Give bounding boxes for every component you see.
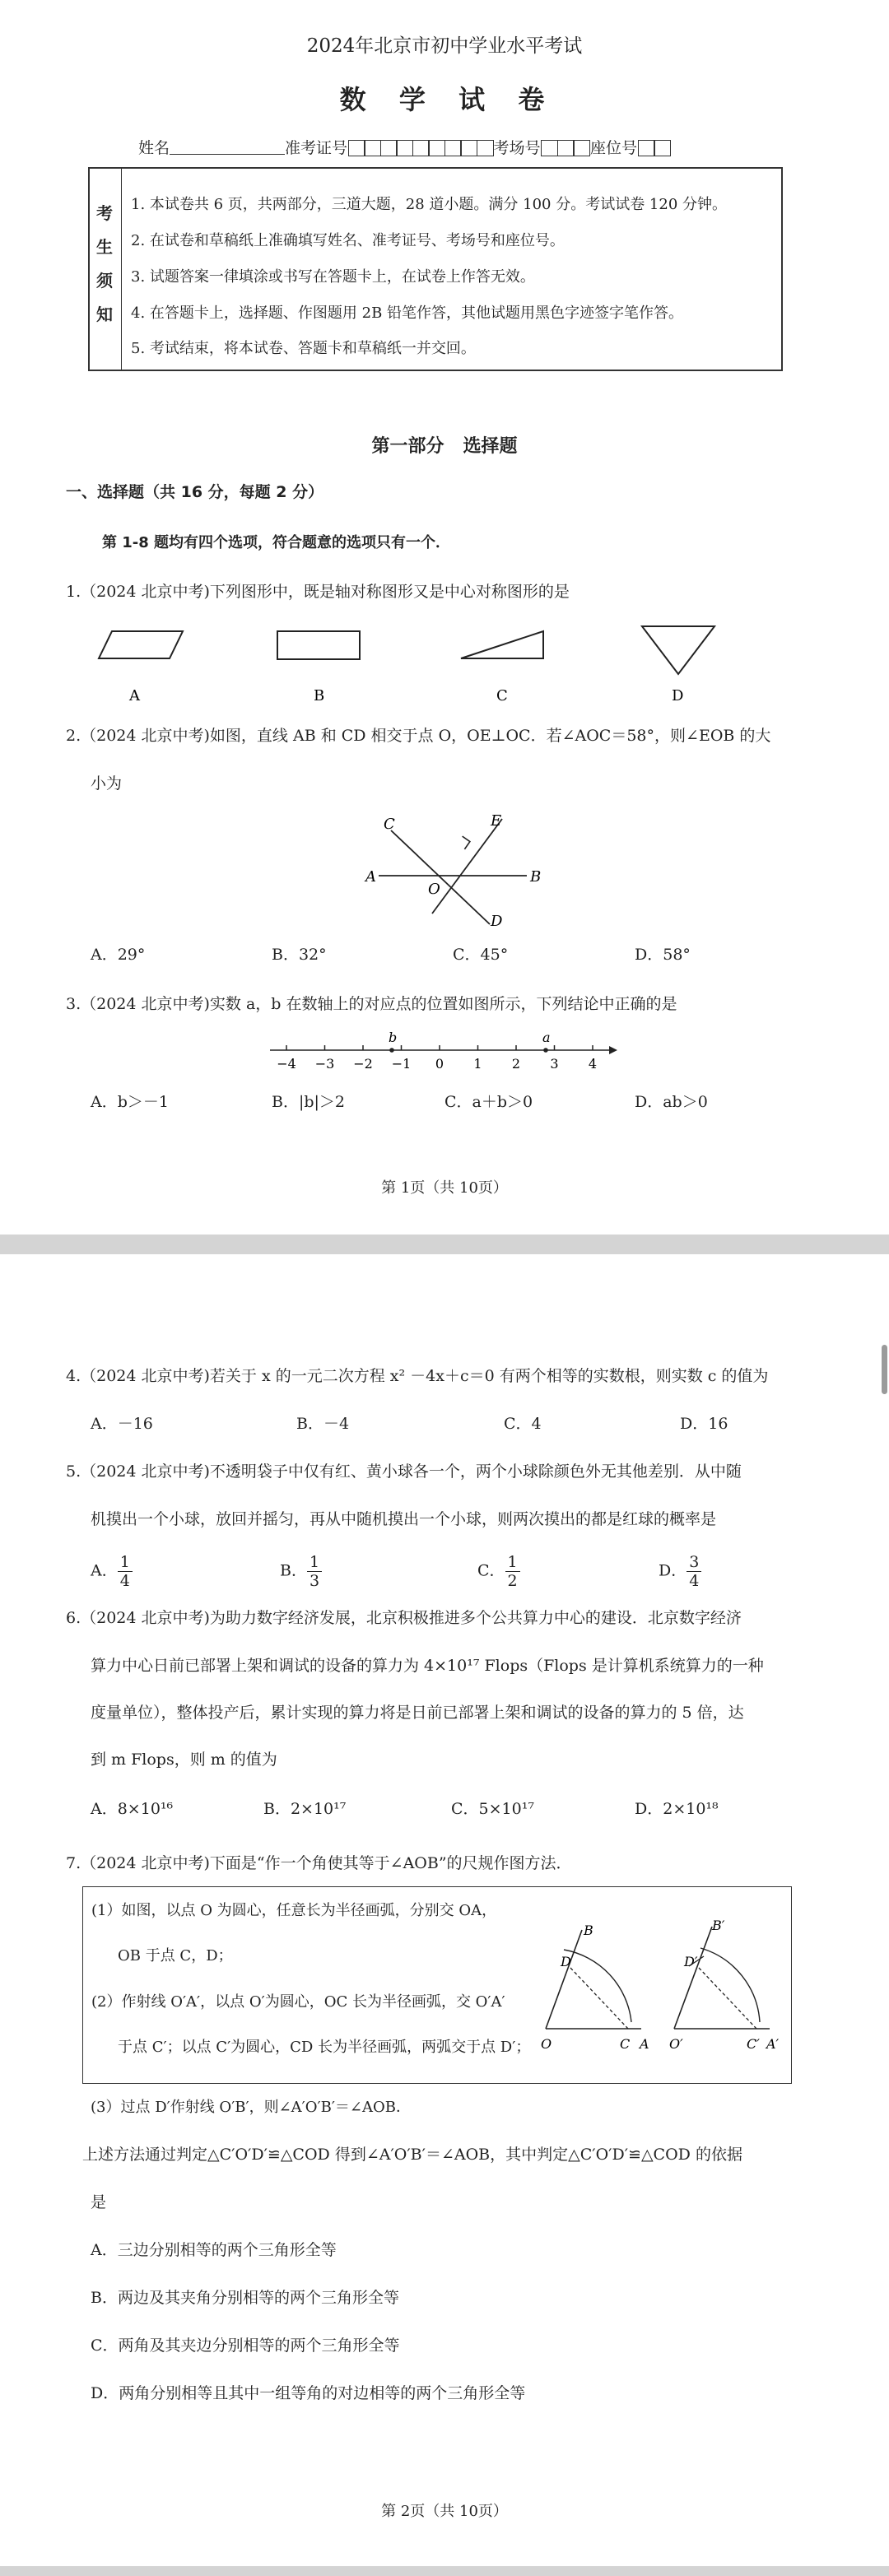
q5-stem: 5.（2024 北京中考)不透明袋子中仅有红、黄小球各一个，两个小球除颜色外无其他差别．从中随 bbox=[66, 1462, 742, 1481]
number-line-tick-label: 4 bbox=[588, 1056, 598, 1072]
svg-text:a: a bbox=[542, 1030, 551, 1045]
name-label: 姓名 bbox=[138, 139, 170, 157]
notice-item: 1. 本试卷共 6 页，共两部分，三道大题，28 道小题。满分 100 分。考试试卷 120 分钟。 bbox=[131, 196, 728, 213]
q7-step: 于点 C′；以点 C′为圆心，CD 长为半径画弧，两弧交于点 D′； bbox=[118, 2039, 531, 2056]
number-line-tick-label: −1 bbox=[391, 1056, 412, 1072]
svg-text:B: B bbox=[530, 868, 542, 886]
svg-text:O: O bbox=[541, 2036, 552, 2052]
exam-no-boxes[interactable] bbox=[349, 139, 494, 157]
q5-option-a[interactable]: A． $\frac{1}{4}$ bbox=[91, 1553, 133, 1590]
notice-label: 考 生 须 知 bbox=[90, 169, 122, 370]
svg-text:A: A bbox=[640, 2036, 649, 2052]
number-line-tick-label: 2 bbox=[511, 1056, 521, 1072]
number-line-tick-label: −3 bbox=[314, 1056, 335, 1072]
q1-label-b: B bbox=[314, 687, 325, 704]
q3-option-a[interactable]: A．b＞－1 bbox=[91, 1093, 169, 1111]
right-triangle-shape bbox=[461, 631, 543, 658]
svg-text:B: B bbox=[584, 1923, 593, 1938]
q2-option-c[interactable]: C．45° bbox=[453, 946, 509, 964]
exam-subtitle: 数 学 试 卷 bbox=[339, 84, 550, 115]
q6-stem-cont: 到 m Flops，则 m 的值为 bbox=[91, 1751, 277, 1769]
svg-text:C: C bbox=[620, 2036, 631, 2052]
svg-text:C′: C′ bbox=[747, 2036, 760, 2052]
q7-option-c[interactable]: C．两角及其夹边分别相等的两个三角形全等 bbox=[91, 2337, 400, 2355]
notice-item: 5. 考试结束，将本试卷、答题卡和草稿纸一并交回。 bbox=[131, 340, 476, 357]
q6-option-b[interactable]: B．2×10¹⁷ bbox=[263, 1800, 347, 1818]
svg-text:A: A bbox=[365, 868, 376, 886]
part1-title: 第一部分 选择题 bbox=[371, 436, 518, 457]
arc-cd bbox=[564, 1950, 631, 2022]
exam-page-1 bbox=[0, 0, 889, 1235]
q4-stem: 4.（2024 北京中考)若关于 x 的一元二次方程 x² －4x＋c＝0 有两个相等的实数根，则实数 c 的值为 bbox=[66, 1367, 769, 1385]
q1-stem: 1.（2024 北京中考)下列图形中，既是轴对称图形又是中心对称图形的是 bbox=[66, 583, 570, 601]
q7-construction-figure bbox=[534, 1899, 781, 2063]
number-line-tick-label: −2 bbox=[353, 1056, 373, 1072]
q2-option-b[interactable]: B．32° bbox=[272, 946, 327, 964]
q1-label-d: D bbox=[672, 687, 684, 704]
rectangle-shape bbox=[277, 631, 360, 659]
q2-stem: 2.（2024 北京中考)如图，直线 AB 和 CD 相交于点 O，OE⊥OC．若∠AOC＝58°，则∠EOB 的大 bbox=[66, 727, 771, 745]
point-a bbox=[543, 1048, 548, 1053]
svg-text:B′: B′ bbox=[712, 1918, 725, 1933]
point-b bbox=[389, 1048, 394, 1053]
q4-option-d[interactable]: D．16 bbox=[680, 1415, 728, 1433]
q5-option-b[interactable]: B． $\frac{1}{3}$ bbox=[280, 1553, 322, 1590]
svg-text:D: D bbox=[561, 1954, 571, 1969]
q7-step: (1）如图，以点 O 为圆心，任意长为半径画弧，分别交 OA， bbox=[91, 1902, 497, 1919]
q2-option-a[interactable]: A．29° bbox=[91, 946, 146, 964]
q2-option-d[interactable]: D．58° bbox=[635, 946, 691, 964]
notice-item: 4. 在答题卡上，选择题、作图题用 2B 铅笔作答，其他试题用黑色字迹签字笔作答。 bbox=[131, 305, 684, 322]
q3-option-d[interactable]: D．ab＞0 bbox=[635, 1093, 708, 1111]
q7-option-d[interactable]: D．两角分别相等且其中一组等角的对边相等的两个三角形全等 bbox=[91, 2384, 526, 2402]
svg-text:O: O bbox=[428, 881, 440, 898]
exam-no-label: 准考证号 bbox=[285, 139, 348, 157]
number-line-tick-label: −4 bbox=[277, 1056, 296, 1072]
q5-option-c[interactable]: C． $\frac{1}{2}$ bbox=[477, 1553, 520, 1590]
section-heading: 一、选择题（共 16 分，每题 2 分） bbox=[66, 483, 324, 501]
notice-item: 3. 试题答案一律填涂或书写在答题卡上，在试卷上作答无效。 bbox=[131, 268, 535, 286]
page-footer: 第 2页（共 10页） bbox=[381, 2503, 508, 2520]
q6-option-a[interactable]: A．8×10¹⁶ bbox=[91, 1800, 174, 1818]
svg-text:b: b bbox=[389, 1030, 398, 1045]
q6-stem-cont: 度量单位），整体投产后，累计实现的算力将是日前已部署上架和调试的设备的算力的 5 倍，达 bbox=[91, 1704, 744, 1722]
q3-option-c[interactable]: C．a＋b＞0 bbox=[444, 1093, 533, 1111]
q7-step: (2）作射线 O′A′，以点 O′为圆心，OC 长为半径画弧，交 O′A′ bbox=[91, 1993, 505, 2011]
q7-step: OB 于点 C，D； bbox=[118, 1947, 233, 1965]
number-line-tick-label: 3 bbox=[550, 1056, 559, 1072]
svg-text:D: D bbox=[491, 913, 503, 930]
q2-stem-cont: 小为 bbox=[91, 774, 123, 793]
name-field[interactable] bbox=[170, 154, 285, 155]
exam-title: 2024年北京市初中学业水平考试 bbox=[306, 35, 583, 57]
svg-text:D′: D′ bbox=[684, 1954, 698, 1969]
page-footer: 第 1页（共 10页） bbox=[381, 1179, 508, 1197]
q3-option-b[interactable]: B．|b|＞2 bbox=[272, 1093, 346, 1111]
parallelogram-shape bbox=[99, 631, 183, 658]
q3-number-line bbox=[263, 1027, 626, 1076]
q7-after-cont: 是 bbox=[91, 2193, 107, 2211]
room-no-boxes[interactable] bbox=[542, 139, 591, 157]
q2-figure bbox=[354, 802, 552, 934]
q1-figures bbox=[82, 621, 741, 716]
q3-stem: 3.（2024 北京中考)实数 a，b 在数轴上的对应点的位置如图所示，下列结论中正确的是 bbox=[66, 995, 677, 1013]
scrollbar-thumb[interactable] bbox=[882, 1345, 887, 1394]
q1-label-a: A bbox=[129, 687, 140, 704]
svg-text:C: C bbox=[384, 816, 395, 833]
q7-option-b[interactable]: B．两边及其夹角分别相等的两个三角形全等 bbox=[91, 2289, 399, 2307]
svg-text:O′: O′ bbox=[669, 2036, 683, 2052]
q5-stem-cont: 机摸出一个小球，放回并摇匀，再从中随机摸出一个小球，则两次摸出的都是红球的概率是 bbox=[91, 1510, 717, 1528]
notice-box bbox=[88, 167, 783, 371]
q6-stem-cont: 算力中心日前已部署上架和调试的设备的算力为 4×10¹⁷ Flops（Flops 是计算机系统算力的一种 bbox=[91, 1657, 764, 1675]
notice-item: 2. 在试卷和草稿纸上准确填写姓名、准考证号、考场号和座位号。 bbox=[131, 232, 565, 249]
seat-no-label: 座位号 bbox=[590, 139, 638, 157]
q6-option-c[interactable]: C．5×10¹⁷ bbox=[451, 1800, 534, 1818]
inverted-triangle-shape bbox=[642, 626, 714, 674]
q6-option-d[interactable]: D．2×10¹⁸ bbox=[635, 1800, 719, 1818]
q4-option-b[interactable]: B．－4 bbox=[296, 1415, 350, 1433]
candidate-info-row bbox=[138, 137, 671, 160]
q7-step-3: (3）过点 D′作射线 O′B′，则∠A′O′B′＝∠AOB． bbox=[91, 2099, 411, 2116]
q7-option-a[interactable]: A．三边分别相等的两个三角形全等 bbox=[91, 2241, 337, 2259]
exam-page-2 bbox=[0, 1254, 889, 2566]
section-instruction: 第 1-8 题均有四个选项，符合题意的选项只有一个． bbox=[102, 534, 451, 551]
arc-c2d2 bbox=[700, 1948, 760, 2022]
q4-option-c[interactable]: C．4 bbox=[504, 1415, 542, 1433]
q7-stem: 7.（2024 北京中考)下面是“作一个角使其等于∠AOB”的尺规作图方法． bbox=[66, 1854, 572, 1872]
room-no-label: 考场号 bbox=[493, 139, 541, 157]
seat-no-boxes[interactable] bbox=[639, 139, 671, 157]
q4-option-a[interactable]: A．－16 bbox=[91, 1415, 153, 1433]
number-line-tick-label: 1 bbox=[473, 1056, 482, 1072]
q5-option-d[interactable]: D． $\frac{3}{4}$ bbox=[659, 1553, 701, 1590]
svg-text:E: E bbox=[491, 812, 502, 830]
q1-label-c: C bbox=[496, 687, 508, 704]
q6-stem: 6.（2024 北京中考)为助力数字经济发展，北京积极推进多个公共算力中心的建设．北京数字经济 bbox=[66, 1609, 742, 1627]
number-line-tick-label: 0 bbox=[435, 1056, 444, 1072]
q7-after: 上述方法通过判定△C′O′D′≌△COD 得到∠A′O′B′＝∠AOB，其中判定△C′O′D′≌△COD 的依据 bbox=[82, 2146, 742, 2164]
q7-method-box bbox=[82, 1886, 792, 2084]
svg-text:A′: A′ bbox=[766, 2036, 780, 2052]
